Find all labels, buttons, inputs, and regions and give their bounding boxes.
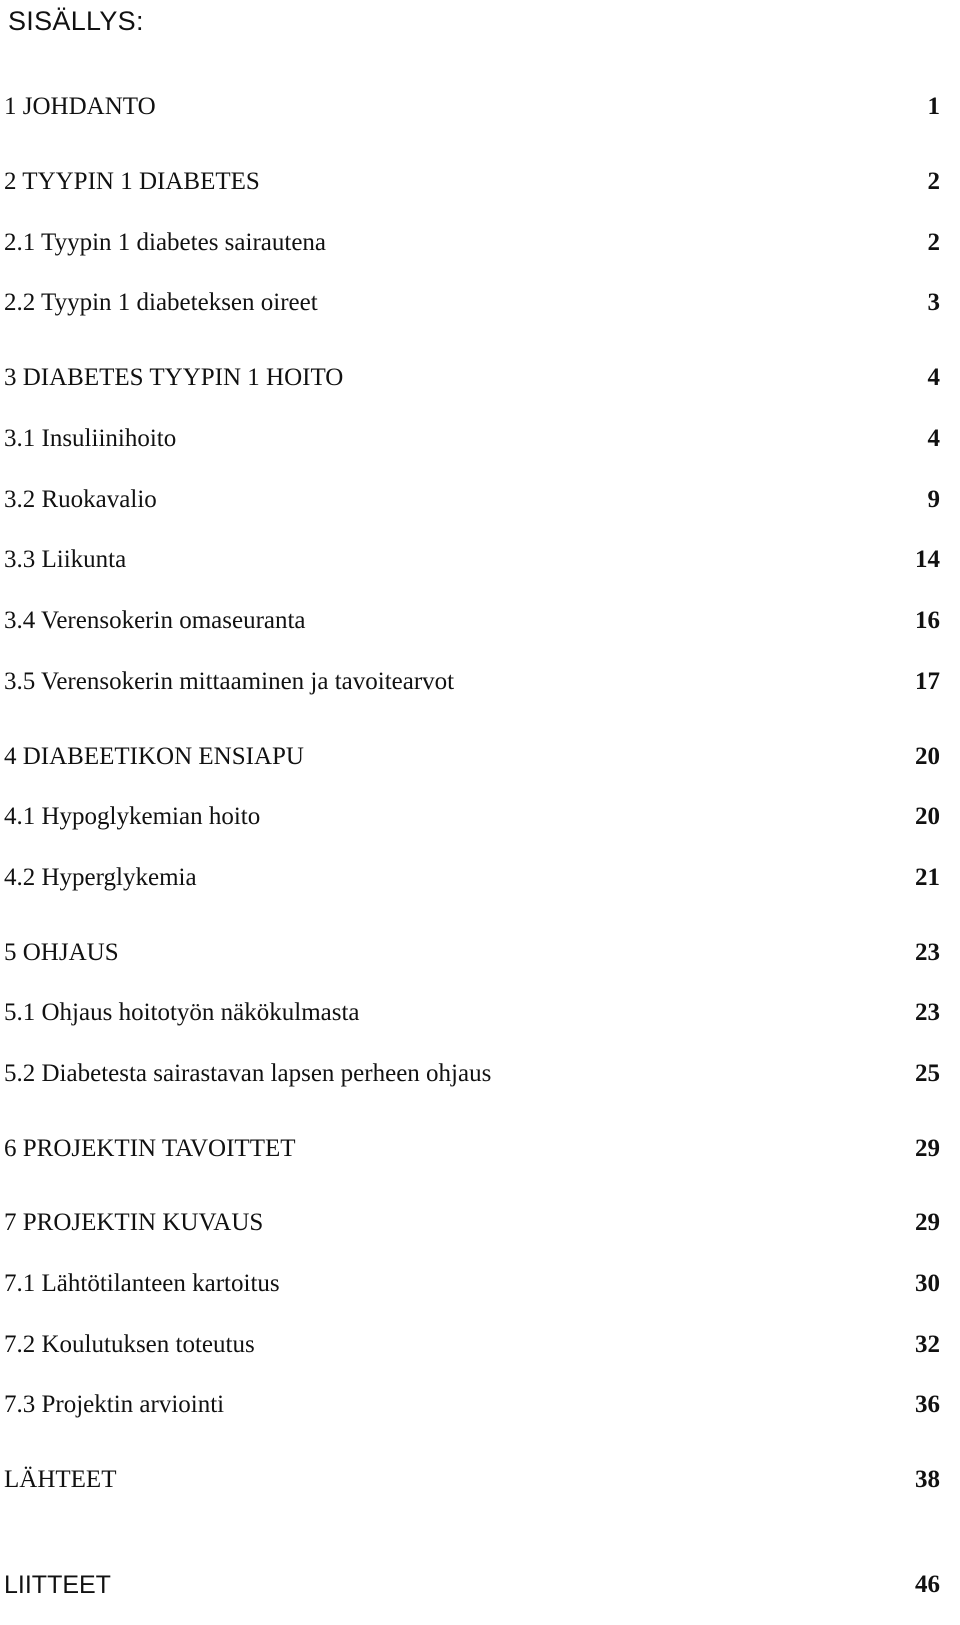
toc-entry-page: 46 bbox=[915, 1571, 940, 1598]
toc-entry-label: 7.3 Projektin arviointi bbox=[4, 1391, 225, 1418]
toc-entry-page: 1 bbox=[927, 93, 940, 120]
toc-entry-label: 5.1 Ohjaus hoitotyön näkökulmasta bbox=[4, 999, 360, 1026]
toc-entry-page: 30 bbox=[915, 1270, 940, 1297]
toc-entry[interactable] bbox=[4, 665, 940, 699]
toc-entry[interactable] bbox=[4, 1057, 940, 1091]
toc-entry[interactable] bbox=[4, 1206, 940, 1240]
toc-entry[interactable] bbox=[4, 422, 940, 456]
toc-entry[interactable] bbox=[4, 740, 940, 774]
toc-entry-label: 5 OHJAUS bbox=[4, 939, 119, 966]
toc-entry[interactable] bbox=[4, 861, 940, 895]
toc-entry-label: 2.2 Tyypin 1 diabeteksen oireet bbox=[4, 289, 318, 316]
toc-entry-page: 21 bbox=[915, 864, 940, 891]
toc-entry-label: LÄHTEET bbox=[4, 1466, 117, 1493]
toc-entry-page: 2 bbox=[927, 229, 940, 256]
toc-entry-page: 20 bbox=[915, 803, 940, 830]
toc-entry-page: 25 bbox=[915, 1060, 940, 1087]
toc-entry-page: 9 bbox=[927, 486, 940, 513]
toc-entry-page: 23 bbox=[915, 939, 940, 966]
toc-entry-page: 36 bbox=[915, 1391, 940, 1418]
toc-entry[interactable] bbox=[4, 543, 940, 577]
toc-entry-page: 29 bbox=[915, 1209, 940, 1236]
toc-entry-label: 5.2 Diabetesta sairastavan lapsen perheen ohjaus bbox=[4, 1060, 492, 1087]
toc-entry-page: 32 bbox=[915, 1331, 940, 1358]
toc-entry[interactable] bbox=[4, 226, 940, 260]
toc-entry-label: 3.1 Insuliinihoito bbox=[4, 425, 177, 452]
toc-entry[interactable] bbox=[4, 361, 940, 395]
toc-entry-label: 4 DIABEETIKON ENSIAPU bbox=[4, 743, 304, 770]
toc-entry-page: 4 bbox=[927, 425, 940, 452]
toc-entry-label: 1 JOHDANTO bbox=[4, 93, 156, 120]
toc-entry[interactable] bbox=[4, 1132, 940, 1166]
toc-heading: SISÄLLYS: bbox=[8, 6, 144, 36]
toc-entry-label: 4.2 Hyperglykemia bbox=[4, 864, 197, 891]
toc-entry-page: 29 bbox=[915, 1135, 940, 1162]
toc-entry-page: 3 bbox=[927, 289, 940, 316]
toc-entry[interactable] bbox=[4, 936, 940, 970]
toc-entry[interactable] bbox=[4, 1267, 940, 1301]
toc-entry-label: 7 PROJEKTIN KUVAUS bbox=[4, 1209, 264, 1236]
toc-entry-label: 4.1 Hypoglykemian hoito bbox=[4, 803, 261, 830]
toc-entry[interactable] bbox=[4, 1568, 940, 1602]
toc-entry[interactable] bbox=[4, 1328, 940, 1362]
toc-entry-page: 2 bbox=[927, 168, 940, 195]
toc-entry-page: 23 bbox=[915, 999, 940, 1026]
toc-entry-label: 2 TYYPIN 1 DIABETES bbox=[4, 168, 260, 195]
toc-entry-page: 17 bbox=[915, 668, 940, 695]
toc-entry-label: 6 PROJEKTIN TAVOITTET bbox=[4, 1135, 296, 1162]
toc-entry[interactable] bbox=[4, 604, 940, 638]
toc-entry[interactable] bbox=[4, 800, 940, 834]
toc-entry-label: 3.4 Verensokerin omaseuranta bbox=[4, 607, 306, 634]
toc-entry-label: 3.2 Ruokavalio bbox=[4, 486, 157, 513]
toc-entry[interactable] bbox=[4, 1463, 940, 1497]
toc-entry[interactable] bbox=[4, 90, 940, 124]
toc-entry-label: 2.1 Tyypin 1 diabetes sairautena bbox=[4, 229, 327, 256]
toc-entry-label: 7.2 Koulutuksen toteutus bbox=[4, 1331, 255, 1358]
toc-entry-page: 16 bbox=[915, 607, 940, 634]
toc-entry-page: 4 bbox=[927, 364, 940, 391]
toc-entry-page: 20 bbox=[915, 743, 940, 770]
toc-entry-label: 3.5 Verensokerin mittaaminen ja tavoitearvot bbox=[4, 668, 455, 695]
toc-entry-label: LIITTEET bbox=[4, 1571, 111, 1599]
toc-entry-label: 7.1 Lähtötilanteen kartoitus bbox=[4, 1270, 280, 1297]
toc-entry[interactable] bbox=[4, 286, 940, 320]
toc-entry-page: 38 bbox=[915, 1466, 940, 1493]
toc-entry[interactable] bbox=[4, 996, 940, 1030]
toc-entry[interactable] bbox=[4, 1388, 940, 1422]
toc-entry-label: 3 DIABETES TYYPIN 1 HOITO bbox=[4, 364, 344, 391]
toc-entry-label: 3.3 Liikunta bbox=[4, 546, 127, 573]
toc-entry-page: 14 bbox=[915, 546, 940, 573]
toc-entry[interactable] bbox=[4, 483, 940, 517]
toc-entry[interactable] bbox=[4, 165, 940, 199]
